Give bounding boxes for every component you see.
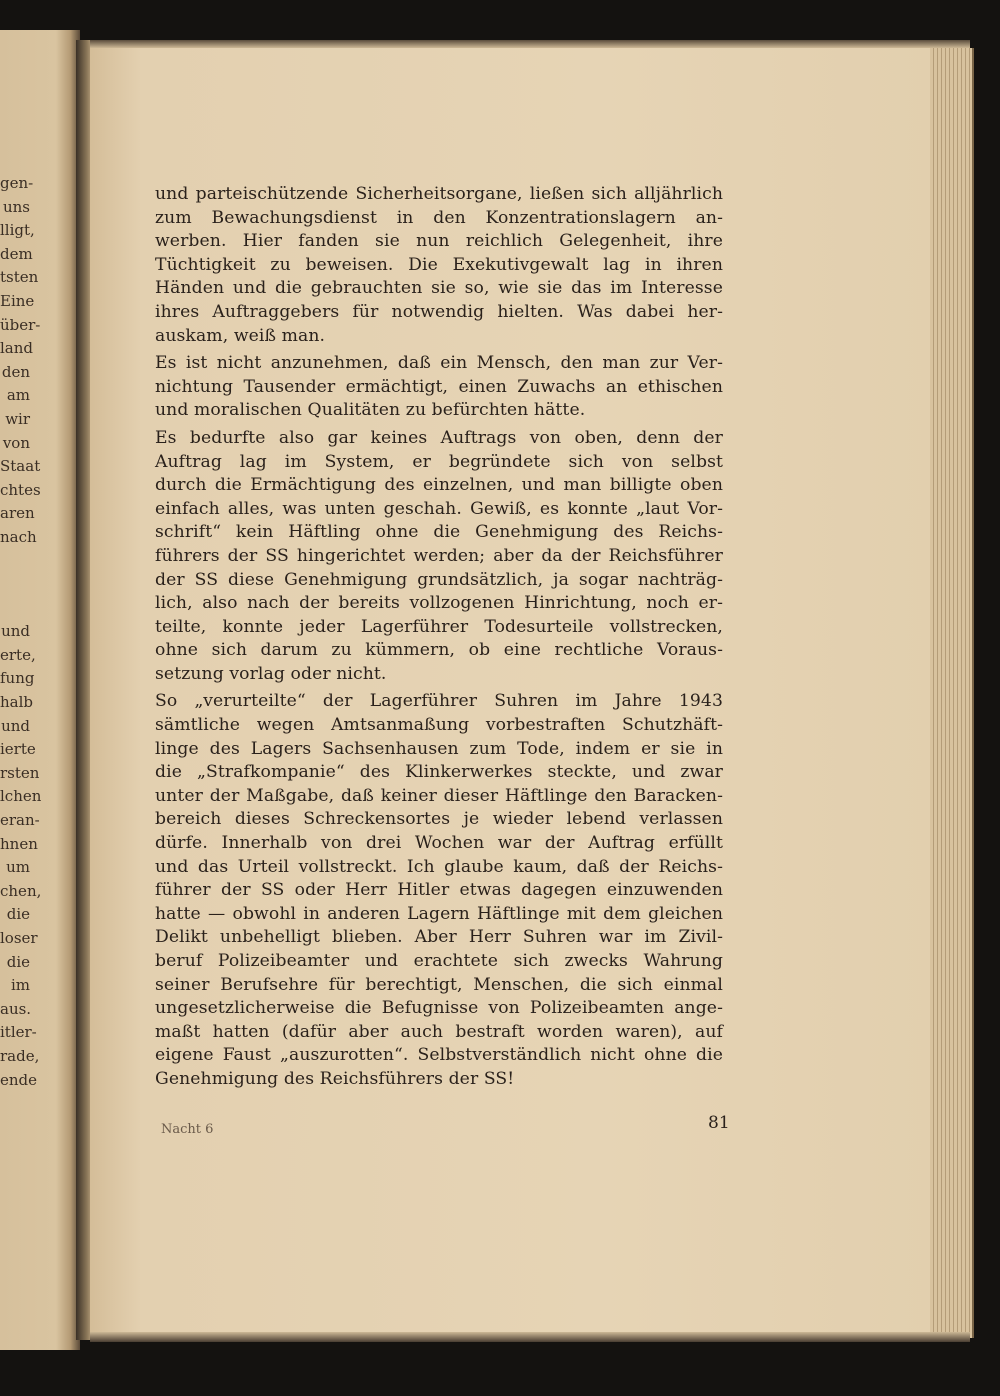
left-fragment: erte, [0,645,36,664]
left-fragment: ende [0,1070,38,1089]
text-line: hatte — obwohl in anderen Lagern Häftlinge mit dem gleichen [155,903,723,924]
text-line: unter der Maßgabe, daß keiner dieser Häftlinge den Baracken- [155,785,723,806]
text-line: durch die Ermächtigung des einzelnen, und man billigte oben [155,475,723,496]
text-line: Es ist nicht anzunehmen, daß ein Mensch, den man zur Ver- [155,353,723,374]
left-fragment: die [6,905,30,924]
text-line: die „Strafkompanie“ des Klinkerwerkes steckte, und zwar [155,762,723,783]
left-fragment: uns [2,197,30,216]
text-line: führer der SS oder Herr Hitler etwas dagegen einzuwenden [155,880,723,901]
left-fragment: um [6,858,30,877]
left-fragment: nach [0,527,37,546]
text-line: So „verurteilte“ der Lagerführer Suhren im Jahre 1943 [155,691,723,712]
text-line: teilte, konnte jeder Lagerführer Todesurteile vollstrecken, [155,616,723,637]
text-line: setzung vorlag oder nicht. [155,663,387,684]
page-number: 81 [708,1113,730,1133]
left-fragment [0,573,30,597]
text-line: ihres Auftraggebers für notwendig hielten. Was dabei her- [155,301,723,322]
paragraph [155,183,723,348]
text-line: seiner Berufsehre für berechtigt, Menschen, die sich einmal [155,974,723,995]
left-fragment: dem [0,244,33,263]
text-line: ohne sich darum zu kümmern, ob eine rechtliche Voraus- [155,640,723,661]
left-fragment: land [0,339,34,358]
paragraph [155,427,723,687]
left-fragment: chtes [0,480,41,499]
text-line: nichtung Tausender ermächtigt, einen Zuwachs an ethischen [155,376,723,397]
text-line: einfach alles, was unten geschah. Gewiß, es konnte „laut Vor- [155,498,723,519]
left-fragment: Staat [0,457,41,476]
left-fragment: ierte [0,740,36,759]
signature-mark: Nacht 6 [161,1122,214,1137]
text-line: und parteischützende Sicherheitsorgane, ließen sich alljährlich [155,184,723,204]
text-line: der SS diese Genehmigung grundsätzlich, ja sogar nachträg- [155,569,723,590]
text-line: maßt hatten (dafür aber auch bestraft worden waren), auf [155,1021,723,1042]
text-line: beruf Polizeibeamter und erachtete sich zwecks Wahrung [155,951,723,971]
left-fragment: gen- [0,174,34,192]
text-line: sämtliche wegen Amtsanmaßung vorbestraften Schutzhäft- [155,715,723,736]
left-fragment [0,550,30,574]
left-fragment: im [10,976,30,995]
left-fragment: chen, [0,881,42,900]
left-fragment: über- [0,315,41,334]
left-fragment [0,597,30,621]
left-fragment: halb [0,693,34,712]
text-line: eigene Faust „auszurotten“. Selbstverständlich nicht ohne die [155,1045,723,1066]
left-fragment: die [6,952,30,971]
text-line: auskam, weiß man. [155,325,326,346]
left-fragment: loser [0,929,38,947]
text-line: dürfe. Innerhalb von drei Wochen war der Auftrag erfüllt [155,833,723,854]
text-line: und das Urteil vollstreckt. Ich glaube kaum, daß der Reichs- [155,856,723,877]
text-line: bereich dieses Schreckensortes je wieder lebend verlassen [155,809,723,830]
text-line: Auftrag lag im System, er begründete sich von selbst [155,451,723,472]
text-line: lich, also nach der bereits vollzogenen Hinrichtung, noch er- [155,593,723,614]
text-line: Genehmigung des Reichsführers der SS! [155,1068,515,1089]
left-fragment: lchen [0,787,42,806]
text-line: ungesetzlicherweise die Befugnisse von Polizeibeamten ange- [155,998,723,1019]
left-fragment: eran- [0,811,40,830]
left-fragment: wir [5,409,30,428]
text-line: Es bedurfte also gar keines Auftrags von oben, denn der [155,427,723,448]
text-line: werben. Hier fanden sie nun reichlich Gelegenheit, ihre [155,231,723,252]
left-fragment: hnen [0,834,38,853]
page-edges [930,48,974,1338]
page-top-edge [90,40,970,48]
page-body-text [155,183,723,1096]
left-fragment: und [1,716,30,735]
left-fragment: Eine [0,291,35,310]
text-line: linge des Lagers Sachsenhausen zum Tode, indem er sie in [155,738,723,759]
left-fragment: lligt, [0,221,35,240]
left-fragment: den [1,362,30,381]
left-fragment: am [6,386,30,405]
text-line: zum Bewachungsdienst in den Konzentrationslagern an- [155,207,723,228]
text-line: Delikt unbehelligt blieben. Aber Herr Suhren war im Zivil- [155,927,723,948]
left-fragment: aus. [0,999,32,1018]
text-line: führers der SS hingerichtet werden; aber da der Reichsführer [155,545,723,566]
text-line: Händen und die gebrauchten sie so, wie sie das im Interesse [155,278,723,299]
left-fragment: rade, [0,1046,40,1065]
left-page-text-fragments [0,172,42,1092]
left-fragment: von [2,433,30,452]
left-fragment: tsten [0,268,39,287]
text-line: und moralischen Qualitäten zu befürchten hätte. [155,400,586,421]
text-line: Tüchtigkeit zu beweisen. Die Exekutivgewalt lag in ihren [155,254,723,275]
left-fragment: und [1,622,30,641]
paragraph [155,690,723,1091]
left-fragment: rsten [0,763,40,782]
page-bottom-edge [90,1332,970,1342]
paragraph [155,352,723,423]
text-line: schrift“ kein Häftling ohne die Genehmigung des Reichs- [155,522,723,543]
left-fragment: aren [0,504,35,523]
left-fragment: itler- [0,1023,37,1042]
left-fragment: fung [0,669,35,688]
